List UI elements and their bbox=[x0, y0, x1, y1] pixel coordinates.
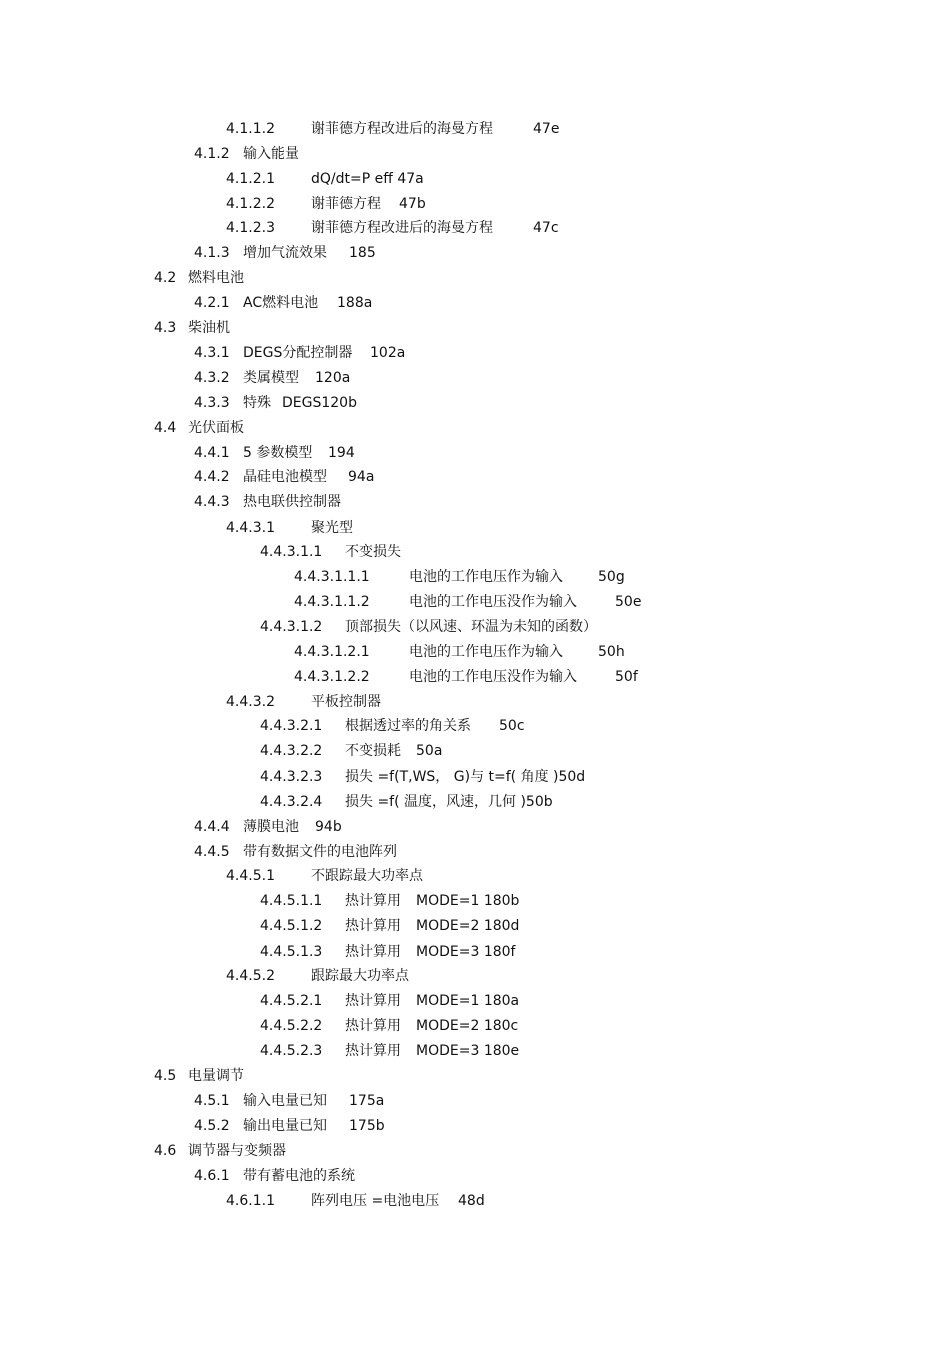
toc-entry-title: 晶硅电池模型 bbox=[243, 469, 327, 485]
toc-entry-title: 电池的工作电压作为输入 bbox=[409, 644, 563, 660]
toc-entry-code: 175b bbox=[349, 1118, 385, 1134]
toc-entry-code: 50h bbox=[598, 644, 625, 660]
toc-entry-code: 50c bbox=[499, 718, 525, 734]
toc-entry-number: 4.3 bbox=[154, 320, 177, 336]
toc-entry bbox=[0, 318, 950, 338]
toc-entry-title: 顶部损失（以风速、环温为未知的函数） bbox=[345, 619, 597, 635]
toc-entry bbox=[0, 393, 950, 413]
toc-entry-number: 4.4.3.1.1.2 bbox=[294, 594, 370, 610]
toc-entry-number: 4.1.1.2 bbox=[226, 121, 275, 137]
toc-entry bbox=[0, 243, 950, 263]
toc-entry-title: 输入能量 bbox=[243, 146, 299, 162]
toc-entry-code: 185 bbox=[349, 245, 376, 261]
toc-entry-number: 4.1.2.1 bbox=[226, 171, 275, 187]
toc-entry bbox=[0, 1016, 950, 1036]
toc-entry bbox=[0, 194, 950, 214]
toc-entry bbox=[0, 1141, 950, 1161]
toc-entry-title: 损失 =f( 温度，风速，几何 )50b bbox=[345, 794, 553, 810]
toc-entry bbox=[0, 891, 950, 911]
toc-entry-number: 4.3.1 bbox=[194, 345, 230, 361]
toc-entry-title: 不跟踪最大功率点 bbox=[311, 868, 423, 884]
toc-entry bbox=[0, 741, 950, 761]
toc-entry-number: 4.1.2.2 bbox=[226, 196, 275, 212]
toc-entry bbox=[0, 343, 950, 363]
toc-entry-code: 102a bbox=[370, 345, 406, 361]
toc-entry bbox=[0, 942, 950, 962]
toc-entry-code: 94a bbox=[348, 469, 375, 485]
toc-entry-number: 4.1.2.3 bbox=[226, 220, 275, 236]
toc-entry-number: 4.4.3.2 bbox=[226, 694, 275, 710]
toc-entry-title: 跟踪最大功率点 bbox=[311, 968, 409, 984]
toc-entry bbox=[0, 218, 950, 238]
toc-entry bbox=[0, 368, 950, 388]
toc-entry-title: 5 参数模型 bbox=[243, 445, 313, 461]
toc-entry-code: 175a bbox=[349, 1093, 385, 1109]
toc-entry-number: 4.4.3.1 bbox=[226, 520, 275, 536]
toc-entry bbox=[0, 592, 950, 612]
toc-entry-title: 热计算用 bbox=[345, 944, 401, 960]
toc-entry-number: 4.4.5.1 bbox=[226, 868, 275, 884]
toc-entry-number: 4.4.3 bbox=[194, 494, 230, 510]
toc-entry-title: 谢菲德方程 bbox=[311, 196, 381, 212]
toc-entry bbox=[0, 692, 950, 712]
toc-entry-code: 94b bbox=[315, 819, 342, 835]
toc-entry-title: 薄膜电池 bbox=[243, 819, 299, 835]
toc-entry-number: 4.4.1 bbox=[194, 445, 230, 461]
toc-entry-title: 谢菲德方程改进后的海曼方程 bbox=[311, 220, 493, 236]
toc-entry bbox=[0, 492, 950, 512]
toc-entry-number: 4.2 bbox=[154, 270, 177, 286]
toc-entry-code: DEGS120b bbox=[282, 395, 357, 411]
toc-entry bbox=[0, 1166, 950, 1186]
toc-entry-title: 阵列电压 =电池电压 bbox=[311, 1193, 440, 1209]
toc-entry-number: 4.4.5.1.3 bbox=[260, 944, 323, 960]
toc-entry-code: MODE=1 180b bbox=[416, 893, 520, 909]
toc-entry-code: 50f bbox=[615, 669, 638, 685]
toc-entry-title: 电池的工作电压没作为输入 bbox=[409, 669, 577, 685]
toc-entry-title: dQ/dt=P eff 47a bbox=[311, 171, 424, 187]
toc-entry-title: 根据透过率的角关系 bbox=[345, 718, 471, 734]
toc-entry-number: 4.4.4 bbox=[194, 819, 230, 835]
toc-entry bbox=[0, 767, 950, 787]
toc-entry-number: 4.4.3.2.1 bbox=[260, 718, 323, 734]
toc-entry-number: 4.3.2 bbox=[194, 370, 230, 386]
toc-entry-number: 4.3.3 bbox=[194, 395, 230, 411]
toc-entry bbox=[0, 716, 950, 736]
toc-entry-number: 4.4.3.1.2 bbox=[260, 619, 323, 635]
toc-entry bbox=[0, 418, 950, 438]
toc-entry-number: 4.4.3.1.2.2 bbox=[294, 669, 370, 685]
toc-entry bbox=[0, 617, 950, 637]
toc-entry-number: 4.1.3 bbox=[194, 245, 230, 261]
toc-entry-number: 4.4.5.2.2 bbox=[260, 1018, 323, 1034]
toc-entry-code: 120a bbox=[315, 370, 351, 386]
toc-entry bbox=[0, 1091, 950, 1111]
toc-entry-title: 谢菲德方程改进后的海曼方程 bbox=[311, 121, 493, 137]
toc-entry-title: 输出电量已知 bbox=[243, 1118, 327, 1134]
toc-entry-number: 4.4.3.2.4 bbox=[260, 794, 323, 810]
toc-entry bbox=[0, 991, 950, 1011]
toc-entry-number: 4.5.2 bbox=[194, 1118, 230, 1134]
toc-entry-title: DEGS分配控制器 bbox=[243, 345, 353, 361]
toc-entry bbox=[0, 542, 950, 562]
toc-entry-number: 4.5.1 bbox=[194, 1093, 230, 1109]
toc-entry-number: 4.6 bbox=[154, 1143, 177, 1159]
toc-entry bbox=[0, 467, 950, 487]
toc-entry bbox=[0, 842, 950, 862]
toc-entry-number: 4.4 bbox=[154, 420, 177, 436]
toc-entry-title: 热电联供控制器 bbox=[243, 494, 341, 510]
toc-entry-number: 4.4.5.2.3 bbox=[260, 1043, 323, 1059]
toc-entry-number: 4.4.5 bbox=[194, 844, 230, 860]
toc-entry-title: 柴油机 bbox=[188, 320, 230, 336]
toc-entry bbox=[0, 268, 950, 288]
toc-entry-title: 带有蓄电池的系统 bbox=[243, 1168, 355, 1184]
toc-entry-title: 热计算用 bbox=[345, 993, 401, 1009]
toc-entry-number: 4.4.5.1.2 bbox=[260, 918, 323, 934]
toc-entry bbox=[0, 119, 950, 139]
toc-entry bbox=[0, 169, 950, 189]
toc-entry-number: 4.4.2 bbox=[194, 469, 230, 485]
toc-entry-title: 特殊 bbox=[243, 395, 271, 411]
toc-entry-code: 48d bbox=[458, 1193, 485, 1209]
toc-entry-code: MODE=3 180f bbox=[416, 944, 516, 960]
toc-entry-title: 聚光型 bbox=[311, 520, 353, 536]
toc-entry bbox=[0, 567, 950, 587]
toc-entry bbox=[0, 293, 950, 313]
toc-entry bbox=[0, 1116, 950, 1136]
toc-entry-code: 47c bbox=[533, 220, 559, 236]
toc-entry-title: 热计算用 bbox=[345, 893, 401, 909]
toc-entry-title: 损失 =f(T,WS， G)与 t=f( 角度 )50d bbox=[345, 769, 586, 785]
toc-entry bbox=[0, 1041, 950, 1061]
toc-entry-number: 4.4.3.2.2 bbox=[260, 743, 323, 759]
toc-entry-code: 194 bbox=[328, 445, 355, 461]
toc-entry-code: 50e bbox=[615, 594, 642, 610]
toc-entry-title: 热计算用 bbox=[345, 1043, 401, 1059]
toc-entry-number: 4.4.5.2.1 bbox=[260, 993, 323, 1009]
toc-entry-code: 188a bbox=[337, 295, 373, 311]
toc-entry-title: 电量调节 bbox=[188, 1068, 244, 1084]
toc-entry bbox=[0, 1191, 950, 1211]
toc-entry-code: MODE=1 180a bbox=[416, 993, 520, 1009]
toc-entry-number: 4.2.1 bbox=[194, 295, 230, 311]
toc-entry-title: 平板控制器 bbox=[311, 694, 381, 710]
toc-entry bbox=[0, 443, 950, 463]
toc-entry-number: 4.4.3.2.3 bbox=[260, 769, 323, 785]
toc-entry bbox=[0, 642, 950, 662]
toc-entry-code: 50g bbox=[598, 569, 625, 585]
toc-entry-title: 不变损耗 bbox=[345, 743, 401, 759]
toc-entry-title: 热计算用 bbox=[345, 1018, 401, 1034]
toc-entry-number: 4.5 bbox=[154, 1068, 177, 1084]
toc-entry-code: MODE=3 180e bbox=[416, 1043, 520, 1059]
toc-entry-title: 燃料电池 bbox=[188, 270, 244, 286]
toc-entry bbox=[0, 144, 950, 164]
toc-entry bbox=[0, 792, 950, 812]
toc-entry-title: 输入电量已知 bbox=[243, 1093, 327, 1109]
toc-entry-number: 4.6.1 bbox=[194, 1168, 230, 1184]
toc-entry bbox=[0, 817, 950, 837]
toc-entry-code: 47e bbox=[533, 121, 560, 137]
toc-entry-title: 电池的工作电压没作为输入 bbox=[409, 594, 577, 610]
toc-entry-number: 4.4.3.1.1.1 bbox=[294, 569, 370, 585]
toc-entry bbox=[0, 518, 950, 538]
toc-entry-code: MODE=2 180c bbox=[416, 1018, 519, 1034]
toc-entry-number: 4.1.2 bbox=[194, 146, 230, 162]
toc-entry-title: 调节器与变频器 bbox=[188, 1143, 286, 1159]
toc-entry-number: 4.4.5.1.1 bbox=[260, 893, 323, 909]
toc-entry-code: MODE=2 180d bbox=[416, 918, 520, 934]
toc-entry-title: 带有数据文件的电池阵列 bbox=[243, 844, 397, 860]
toc-entry-number: 4.4.3.1.1 bbox=[260, 544, 323, 560]
toc-entry-code: 50a bbox=[416, 743, 443, 759]
toc-entry-number: 4.6.1.1 bbox=[226, 1193, 275, 1209]
toc-entry-title: AC燃料电池 bbox=[243, 295, 319, 311]
toc-entry-title: 类属模型 bbox=[243, 370, 299, 386]
toc-entry-title: 光伏面板 bbox=[188, 420, 244, 436]
toc-entry-title: 电池的工作电压作为输入 bbox=[409, 569, 563, 585]
toc-entry bbox=[0, 667, 950, 687]
toc-entry-number: 4.4.3.1.2.1 bbox=[294, 644, 370, 660]
toc-entry bbox=[0, 916, 950, 936]
toc-entry-title: 热计算用 bbox=[345, 918, 401, 934]
toc-entry-number: 4.4.5.2 bbox=[226, 968, 275, 984]
toc-entry-title: 不变损失 bbox=[345, 544, 401, 560]
toc-entry bbox=[0, 866, 950, 886]
toc-entry bbox=[0, 1066, 950, 1086]
toc-entry bbox=[0, 966, 950, 986]
toc-entry-code: 47b bbox=[399, 196, 426, 212]
toc-entry-title: 增加气流效果 bbox=[243, 245, 327, 261]
